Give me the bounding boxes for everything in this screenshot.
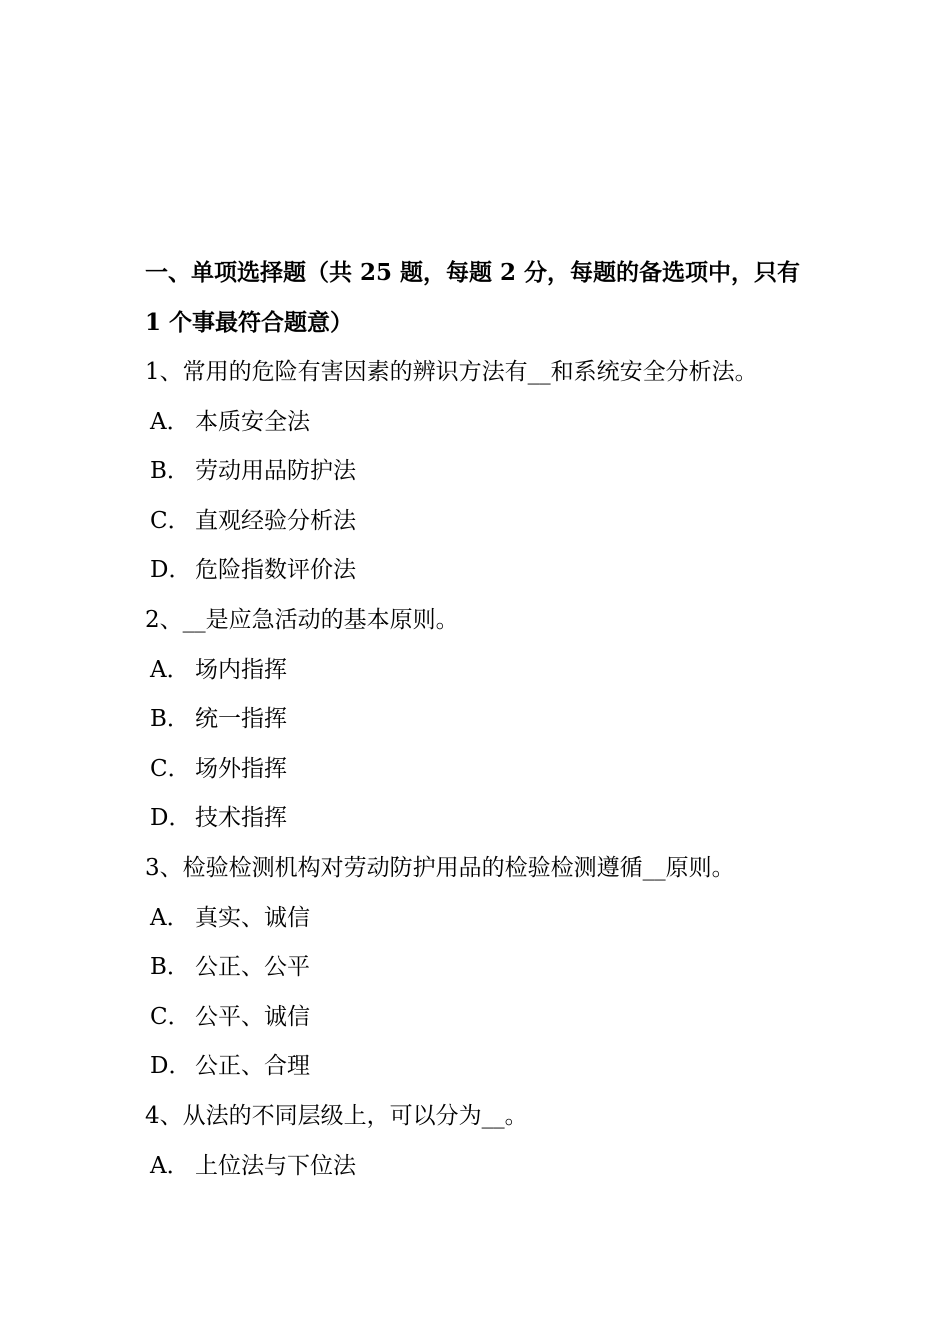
question-4-option-a bbox=[145, 1142, 825, 1192]
option-letter: D． bbox=[150, 1053, 192, 1080]
question-1-option-a bbox=[145, 398, 825, 448]
question-3-option-a bbox=[145, 894, 825, 944]
question-3-option-d bbox=[145, 1042, 825, 1092]
question-1-option-d bbox=[145, 546, 825, 596]
option-text: 技术指挥 bbox=[195, 805, 287, 832]
option-text: 上位法与下位法 bbox=[195, 1152, 356, 1179]
option-text: 公平、诚信 bbox=[195, 1003, 310, 1030]
question-3-option-b bbox=[145, 943, 825, 993]
option-text: 公正、合理 bbox=[195, 1053, 310, 1080]
option-letter: B． bbox=[150, 954, 190, 981]
option-text: 直观经验分析法 bbox=[195, 507, 356, 534]
question-2-option-d bbox=[145, 794, 825, 844]
question-1-option-c bbox=[145, 497, 825, 547]
question-1-option-b bbox=[145, 447, 825, 497]
option-letter: C． bbox=[150, 1003, 191, 1030]
option-letter: D． bbox=[150, 805, 192, 832]
section-heading-line-2: 1 个事最符合题意） bbox=[145, 309, 354, 336]
question-2-option-c bbox=[145, 745, 825, 795]
question-1: 1、常用的危险有害因素的辨识方法有__和系统安全分析法。 bbox=[145, 359, 758, 385]
question-2-option-a bbox=[145, 646, 825, 696]
question-2-option-b bbox=[145, 695, 825, 745]
option-text: 场外指挥 bbox=[195, 755, 287, 782]
document-body bbox=[145, 248, 825, 1191]
option-text: 本质安全法 bbox=[195, 408, 310, 435]
option-letter: B． bbox=[150, 706, 190, 733]
question-4: 4、从法的不同层级上，可以分为__。 bbox=[145, 1102, 528, 1129]
option-letter: A． bbox=[150, 1152, 190, 1179]
option-letter: B． bbox=[150, 458, 190, 485]
option-letter: C． bbox=[150, 507, 191, 534]
option-text: 真实、诚信 bbox=[195, 904, 310, 931]
option-letter: D． bbox=[150, 557, 192, 584]
option-letter: A． bbox=[150, 408, 190, 435]
option-text: 统一指挥 bbox=[195, 706, 287, 733]
option-letter: A． bbox=[150, 904, 190, 931]
section-heading-line-1: 一、单项选择题（共 25 题，每题 2 分，每题的备选项中，只有 bbox=[145, 259, 801, 286]
question-3-option-c bbox=[145, 993, 825, 1043]
question-3: 3、检验检测机构对劳动防护用品的检验检测遵循__原则。 bbox=[145, 854, 735, 881]
option-text: 公正、公平 bbox=[195, 954, 310, 981]
option-text: 场内指挥 bbox=[195, 656, 287, 683]
option-text: 劳动用品防护法 bbox=[195, 458, 356, 485]
option-letter: C． bbox=[150, 755, 191, 782]
option-text: 危险指数评价法 bbox=[195, 557, 356, 584]
option-letter: A． bbox=[150, 656, 190, 683]
question-2: 2、__是应急活动的基本原则。 bbox=[145, 606, 459, 633]
